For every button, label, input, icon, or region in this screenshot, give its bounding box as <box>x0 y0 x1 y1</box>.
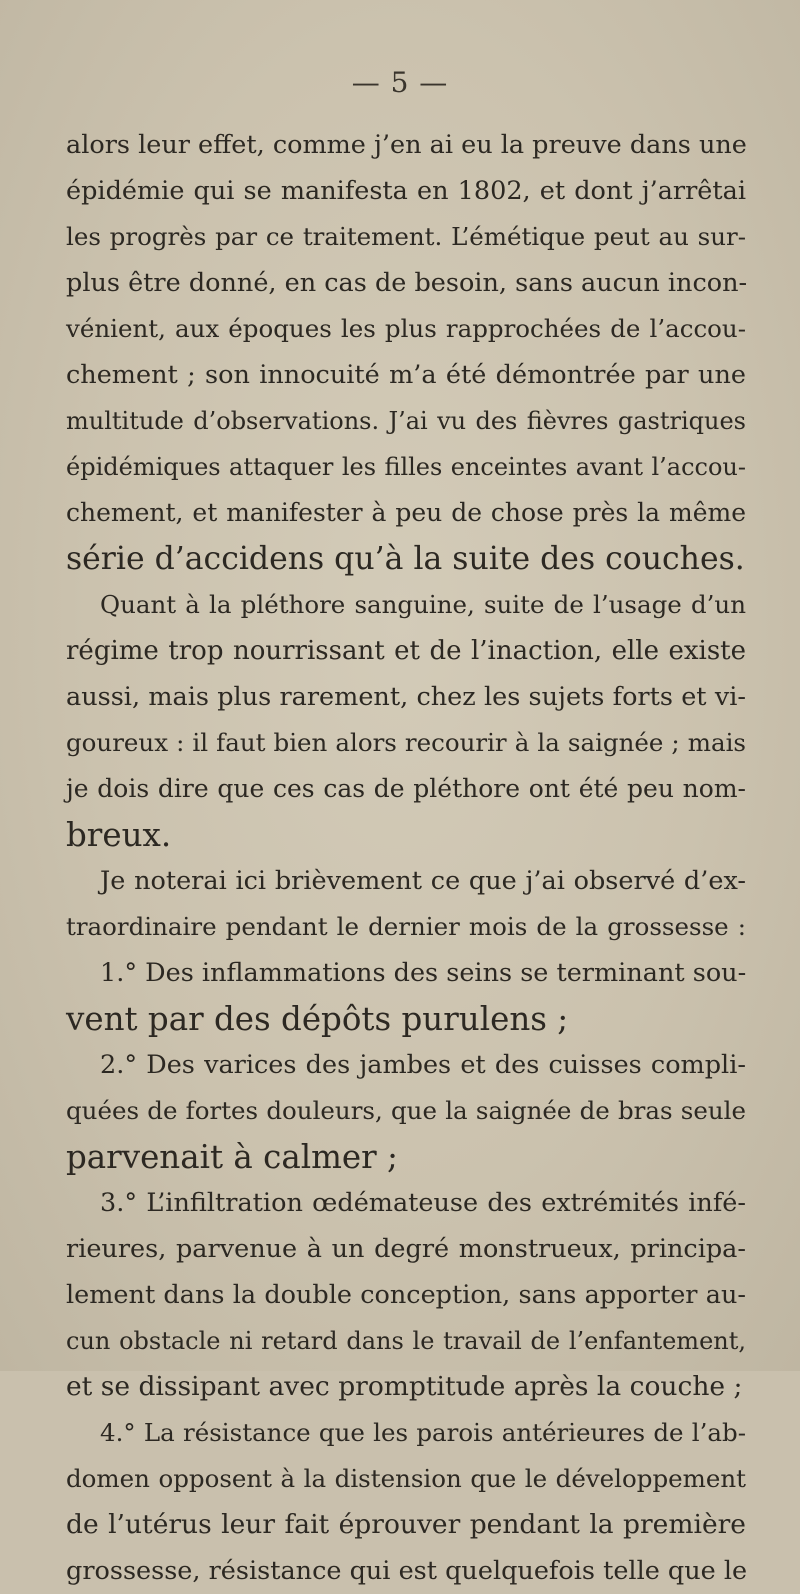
text-line: chement, et manifester à peu de chose près la même <box>66 498 746 527</box>
text-line: régime trop nourrissant et de l’inaction, elle existe <box>66 636 746 666</box>
text-line: cun obstacle ni retard dans le travail de l’enfantement, <box>66 1327 746 1355</box>
text-line: et se dissipant avec promptitude après la couche ; <box>66 1371 743 1402</box>
text-line: 1.° Des inflammations des seins se terminant sou- <box>100 958 747 988</box>
text-line: goureux : il faut bien alors recourir à la saignée ; mais <box>66 728 746 757</box>
text-line: épidémie qui se manifesta en 1802, et dont j’arrêtai <box>66 176 746 206</box>
text-line: Je noterai ici brièvement ce que j’ai observé d’ex- <box>100 866 746 896</box>
page-number: — 5 — <box>351 66 449 99</box>
text-line: chement ; son innocuité m’a été démontrée par une <box>66 360 746 390</box>
text-line: de l’utérus leur fait éprouver pendant la première <box>66 1509 746 1540</box>
text-line: rieures, parvenue à un degré monstrueux, principa- <box>66 1234 746 1264</box>
text-line: parvenait à calmer ; <box>66 1138 398 1176</box>
text-line: vénient, aux époques les plus rapprochées de l’accou- <box>66 314 746 343</box>
text-line: série d’accidens qu’à la suite des couches. <box>66 541 745 577</box>
text-line: épidémiques attaquer les filles enceintes avant l’accou- <box>66 453 746 481</box>
text-line: je dois dire que ces cas de pléthore ont été peu nom- <box>66 774 746 803</box>
text-line: grossesse, résistance qui est quelquefois telle que le <box>66 1556 748 1586</box>
text-line: domen opposent à la distension que le développement <box>66 1464 746 1493</box>
text-line: alors leur effet, comme j’en ai eu la preuve dans une <box>66 130 747 160</box>
body-text <box>66 122 746 1594</box>
text-line: 2.° Des varices des jambes et des cuisses compli- <box>100 1050 746 1080</box>
text-line: 4.° La résistance que les parois antérieures de l’ab- <box>100 1418 746 1447</box>
text-line: 3.° L’infiltration œdémateuse des extrémités infé- <box>100 1188 746 1218</box>
text-line: lement dans la double conception, sans apporter au- <box>66 1280 746 1310</box>
text-line: breux. <box>66 816 172 854</box>
text-line: plus être donné, en cas de besoin, sans aucun incon- <box>66 268 748 298</box>
text-line: aussi, mais plus rarement, chez les sujets forts et vi- <box>66 682 746 712</box>
text-line: vent par des dépôts purulens ; <box>66 1000 569 1038</box>
text-line: les progrès par ce traitement. L’émétique peut au sur- <box>66 222 746 251</box>
text-line: Quant à la pléthore sanguine, suite de l’usage d’un <box>100 590 746 619</box>
text-line: quées de fortes douleurs, que la saignée de bras seule <box>66 1096 746 1125</box>
text-line: traordinaire pendant le dernier mois de la grossesse : <box>66 912 746 941</box>
text-line: multitude d’observations. J’ai vu des fièvres gastriques <box>66 407 746 435</box>
